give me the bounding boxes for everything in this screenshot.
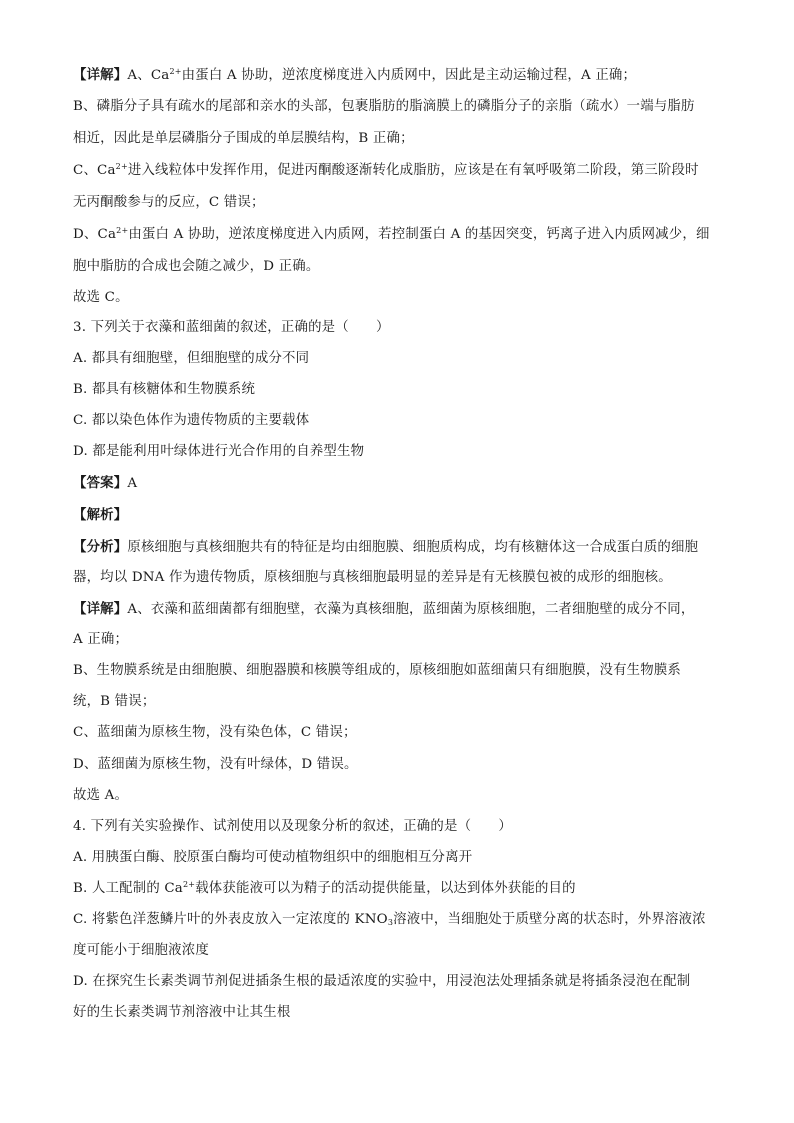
q2-conclusion: 故选 C。 <box>73 290 129 305</box>
q3-option-c: C. 都以染色体作为遗传物质的主要载体 <box>73 413 310 428</box>
q3-analysis-tag: 【解析】 <box>73 507 128 523</box>
answer-value: A <box>127 476 138 491</box>
detail-tag: 【详解】 <box>73 67 128 83</box>
q3-option-a: A. 都具有细胞壁，但细胞壁的成分不同 <box>73 351 310 366</box>
q3-detail-c: C、蓝细菌为原核生物，没有染色体，C 错误； <box>73 725 357 740</box>
q3-fenxi-line1: 【分析】原核细胞与真核细胞共有的特征是均由细胞膜、细胞质构成，均有核糖体这一合成蛋白质的细胞 <box>73 539 699 555</box>
q3-stem: 3. 下列关于衣藻和蓝细菌的叙述，正确的是（ ） <box>73 320 390 335</box>
answer-tag: 【答案】 <box>73 475 128 491</box>
q3-detail-a2: A 正确； <box>73 632 129 647</box>
q3-detail-d: D、蓝细菌为原核生物，没有叶绿体，D 错误。 <box>73 757 358 772</box>
q3-detail-b2: 统，B 错误； <box>73 694 156 709</box>
q4-stem: 4. 下列有关实验操作、试剂使用以及现象分析的叙述，正确的是（ ） <box>73 819 512 834</box>
q2-detail-c-line2: 无丙酮酸参与的反应，C 错误； <box>73 195 265 210</box>
q3-option-d: D. 都是能利用叶绿体进行光合作用的自养型生物 <box>73 444 365 459</box>
detail-tag: 【详解】 <box>73 601 128 617</box>
q2-detail-c-line1: C、$Ca^{2+}$进入线粒体中发挥作用，促进丙酮酸逐渐转化成脂肪，应该是在有氧呼吸第二阶段，第三阶段时 <box>73 162 699 178</box>
q2-detail-b-line2: 相近，因此是单层磷脂分子围成的单层膜结构，B 正确； <box>73 131 414 146</box>
q2-detail-d-line1: D、$Ca^{2+}$由蛋白 A 协助，逆浓度梯度进入内质网，若控制蛋白 A 的基因突变，钙离子进入内质网减少，细 <box>73 226 710 242</box>
q2-detail-b-line1: B、磷脂分子具有疏水的尾部和亲水的头部，包裹脂肪的脂滴膜上的磷脂分子的亲脂（疏水）一端与脂肪 <box>73 99 695 114</box>
q2-detail-d-line2: 胞中脂肪的合成也会随之减少，D 正确。 <box>73 259 320 274</box>
q3-conclusion: 故选 A。 <box>73 788 129 803</box>
q4-option-a: A. 用胰蛋白酶、胶原蛋白酶均可使动植物组织中的细胞相互分离开 <box>73 850 473 865</box>
q3-detail-a1: 【详解】A、衣藻和蓝细菌都有细胞壁，衣藻为真核细胞，蓝细菌为原核细胞，二者细胞壁的成分不同， <box>73 601 695 617</box>
q3-option-b: B. 都具有核糖体和生物膜系统 <box>73 382 256 397</box>
q4-option-b: B. 人工配制的 $Ca^{2+}$载体获能液可以为精子的活动提供能量，以达到体外获能的目的 <box>73 880 576 896</box>
q4-option-d-line2: 好的生长素类调节剂溶液中让其生根 <box>73 1005 291 1020</box>
q3-fenxi-line2: 器，均以 DNA 作为遗传物质，原核细胞与真核细胞最明显的差异是有无核膜包被的成形的细胞核。 <box>73 570 672 585</box>
q3-detail-b1: B、生物膜系统是由细胞膜、细胞器膜和核膜等组成的，原核细胞如蓝细菌只有细胞膜，没有生物膜系 <box>73 663 682 678</box>
q2-detail-a: 【详解】A、$Ca^{2+}$由蛋白 A 协助，逆浓度梯度进入内质网中，因此是主动运输过程，A 正确； <box>73 67 637 83</box>
q4-option-c-line1: C. 将紫色洋葱鳞片叶的外表皮放入一定浓度的 $KNO_3$溶液中，当细胞处于质壁分离的状态时，外界溶液浓 <box>73 912 706 927</box>
q4-option-c-line2: 度可能小于细胞液浓度 <box>73 943 209 958</box>
fenxi-tag: 【分析】 <box>73 539 128 555</box>
q4-option-d-line1: D. 在探究生长素类调节剂促进插条生根的最适浓度的实验中，用浸泡法处理插条就是将插条浸泡在配制 <box>73 974 691 989</box>
q3-answer <box>73 474 723 493</box>
